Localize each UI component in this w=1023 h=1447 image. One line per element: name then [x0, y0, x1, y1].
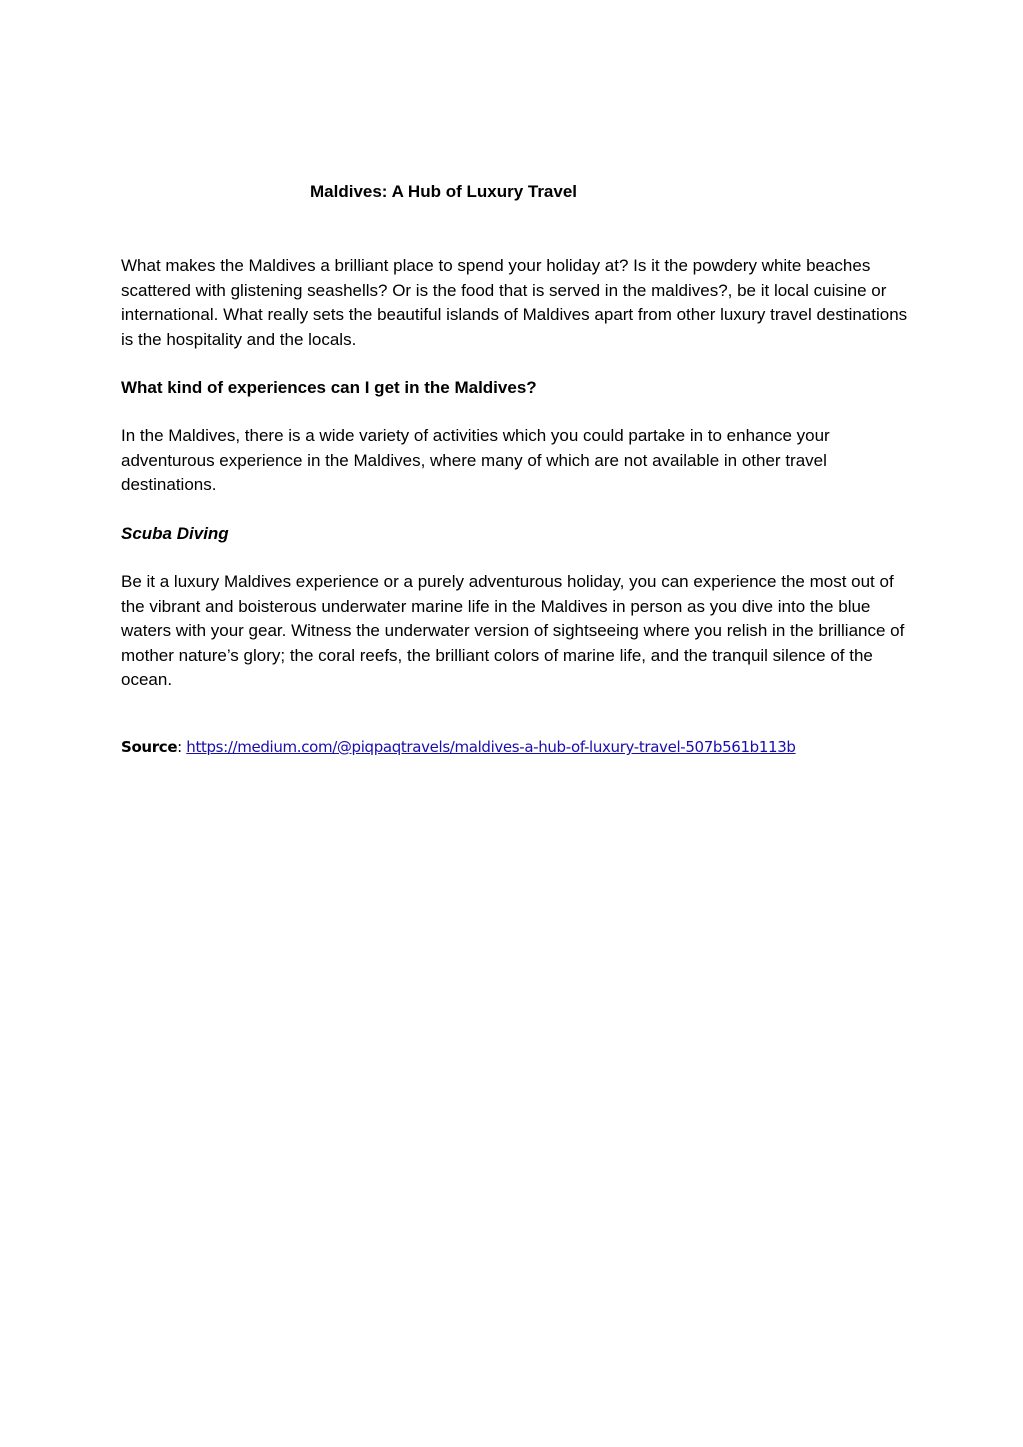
subsection-paragraph: Be it a luxury Maldives experience or a purely adventurous holiday, you can experience the most out of the vibrant and boisterous underwater marine life in the Maldives in person as you dive into the blue waters with your gear. Witness the underwater version of sightseeing where you relish in the brilliance of mother nature’s glory; the coral reefs, the brilliant colors of marine life, and the tranquil silence of the ocean. — [121, 572, 905, 689]
section-heading: What kind of experiences can I get in the Maldives? — [121, 378, 537, 397]
document-title: Maldives: A Hub of Luxury Travel — [310, 182, 578, 201]
subsection-heading: Scuba Diving — [121, 524, 229, 543]
source-line — [121, 737, 796, 757]
intro-paragraph: What makes the Maldives a brilliant place to spend your holiday at? Is it the powdery white beaches scattered with glistening seashells? Or is the food that is served in the maldives?, be it local cuisine or international. What really sets the beautiful islands of Maldives apart from other luxury travel destinations is the hospitality and the locals. — [121, 256, 908, 349]
source-separator: : — [177, 738, 187, 756]
source-label: Source — [121, 738, 178, 756]
source-link[interactable]: https://medium.com/@piqpaqtravels/maldives-a-hub-of-luxury-travel-507b561b113b — [186, 738, 796, 756]
section-paragraph: In the Maldives, there is a wide variety of activities which you could partake in to enhance your adventurous experience in the Maldives, where many of which are not available in other travel destinations. — [121, 426, 830, 494]
